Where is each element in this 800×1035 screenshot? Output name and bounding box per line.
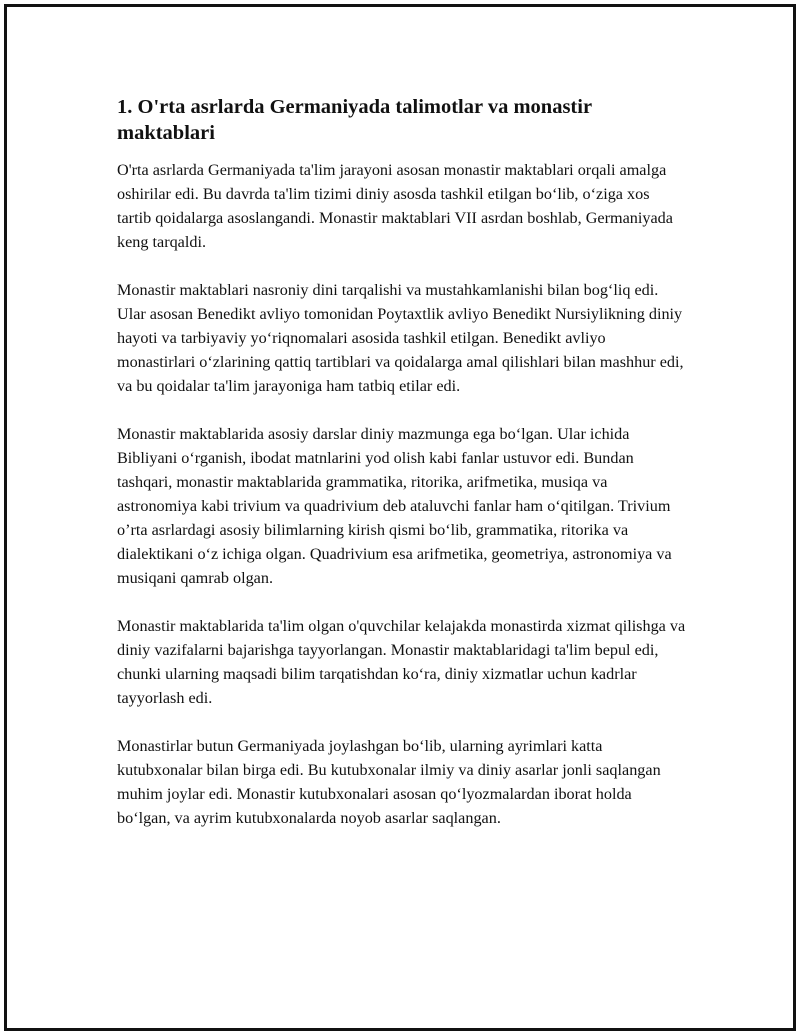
paragraph-4: Monastir maktablarida ta'lim olgan o'quvchilar kelajakda monastirda xizmat qilishga va diniy vazifalarni bajarishga tayyorlangan. Monastir maktablaridagi ta'lim bepul edi, chunki ularning maqsadi bilim tarqatishdan ko‘ra, diniy xizmatlar uchun kadrlar tayyorlash edi. [117, 617, 686, 707]
paragraph-5: Monastirlar butun Germaniyada joylashgan bo‘lib, ularning ayrimlari katta kutubxonalar bilan birga edi. Bu kutubxonalar ilmiy va diniy asarlar jonli saqlangan muhim joylar edi. Monastir kutubxonalari asosan qo‘lyozmalardan iborat holda bo‘lgan, va ayrim kutubxonalarda noyob asarlar saqlangan. [117, 737, 661, 827]
paragraph-2: Monastir maktablari nasroniy dini tarqalishi va mustahkamlanishi bilan bog‘liq edi. Ular asosan Benedikt avliyo tomonidan Poytaxtlik avliyo Benedikt Nursiylikning diniy hayoti va tarbiyaviy yo‘riqnomalari asosida tashkil etilgan. Benedikt avliyo monastirlari o‘zlarining qattiq tartiblari va qoidalarga amal qilishlari bilan mashhur edi, va bu qoidalar ta'lim jarayoniga ham tatbiq etilar edi. [117, 281, 684, 395]
paragraph-1: O'rta asrlarda Germaniyada ta'lim jarayoni asosan monastir maktablari orqali amalga oshirilar edi. Bu davrda ta'lim tizimi diniy asosda tashkil etilgan bo‘lib, o‘ziga xos tartib qoidalarga asoslangandi. Monastir maktablari VII asrdan boshlab, Germaniyada keng tarqaldi. [117, 161, 673, 251]
document-body [117, 94, 687, 854]
section-heading: 1. O'rta asrlarda Germaniyada talimotlar va monastir maktablari [117, 96, 592, 144]
paragraph-3: Monastir maktablarida asosiy darslar diniy mazmunga ega bo‘lgan. Ular ichida Bibliyani o‘rganish, ibodat matnlarini yod olish kabi fanlar ustuvor edi. Bundan tashqari, monastir maktablarida grammatika, ritorika, arifmetika, musiqa va astronomiya kabi trivium va quadrivium deb ataluvchi fanlar ham o‘qitilgan. Trivium o’rta asrlardagi asosiy bilimlarning kirish qismi bo‘lib, grammatika, ritorika va dialektikani o‘z ichiga olgan. Quadrivium esa arifmetika, geometriya, astronomiya va musiqani qamrab olgan. [117, 425, 672, 587]
